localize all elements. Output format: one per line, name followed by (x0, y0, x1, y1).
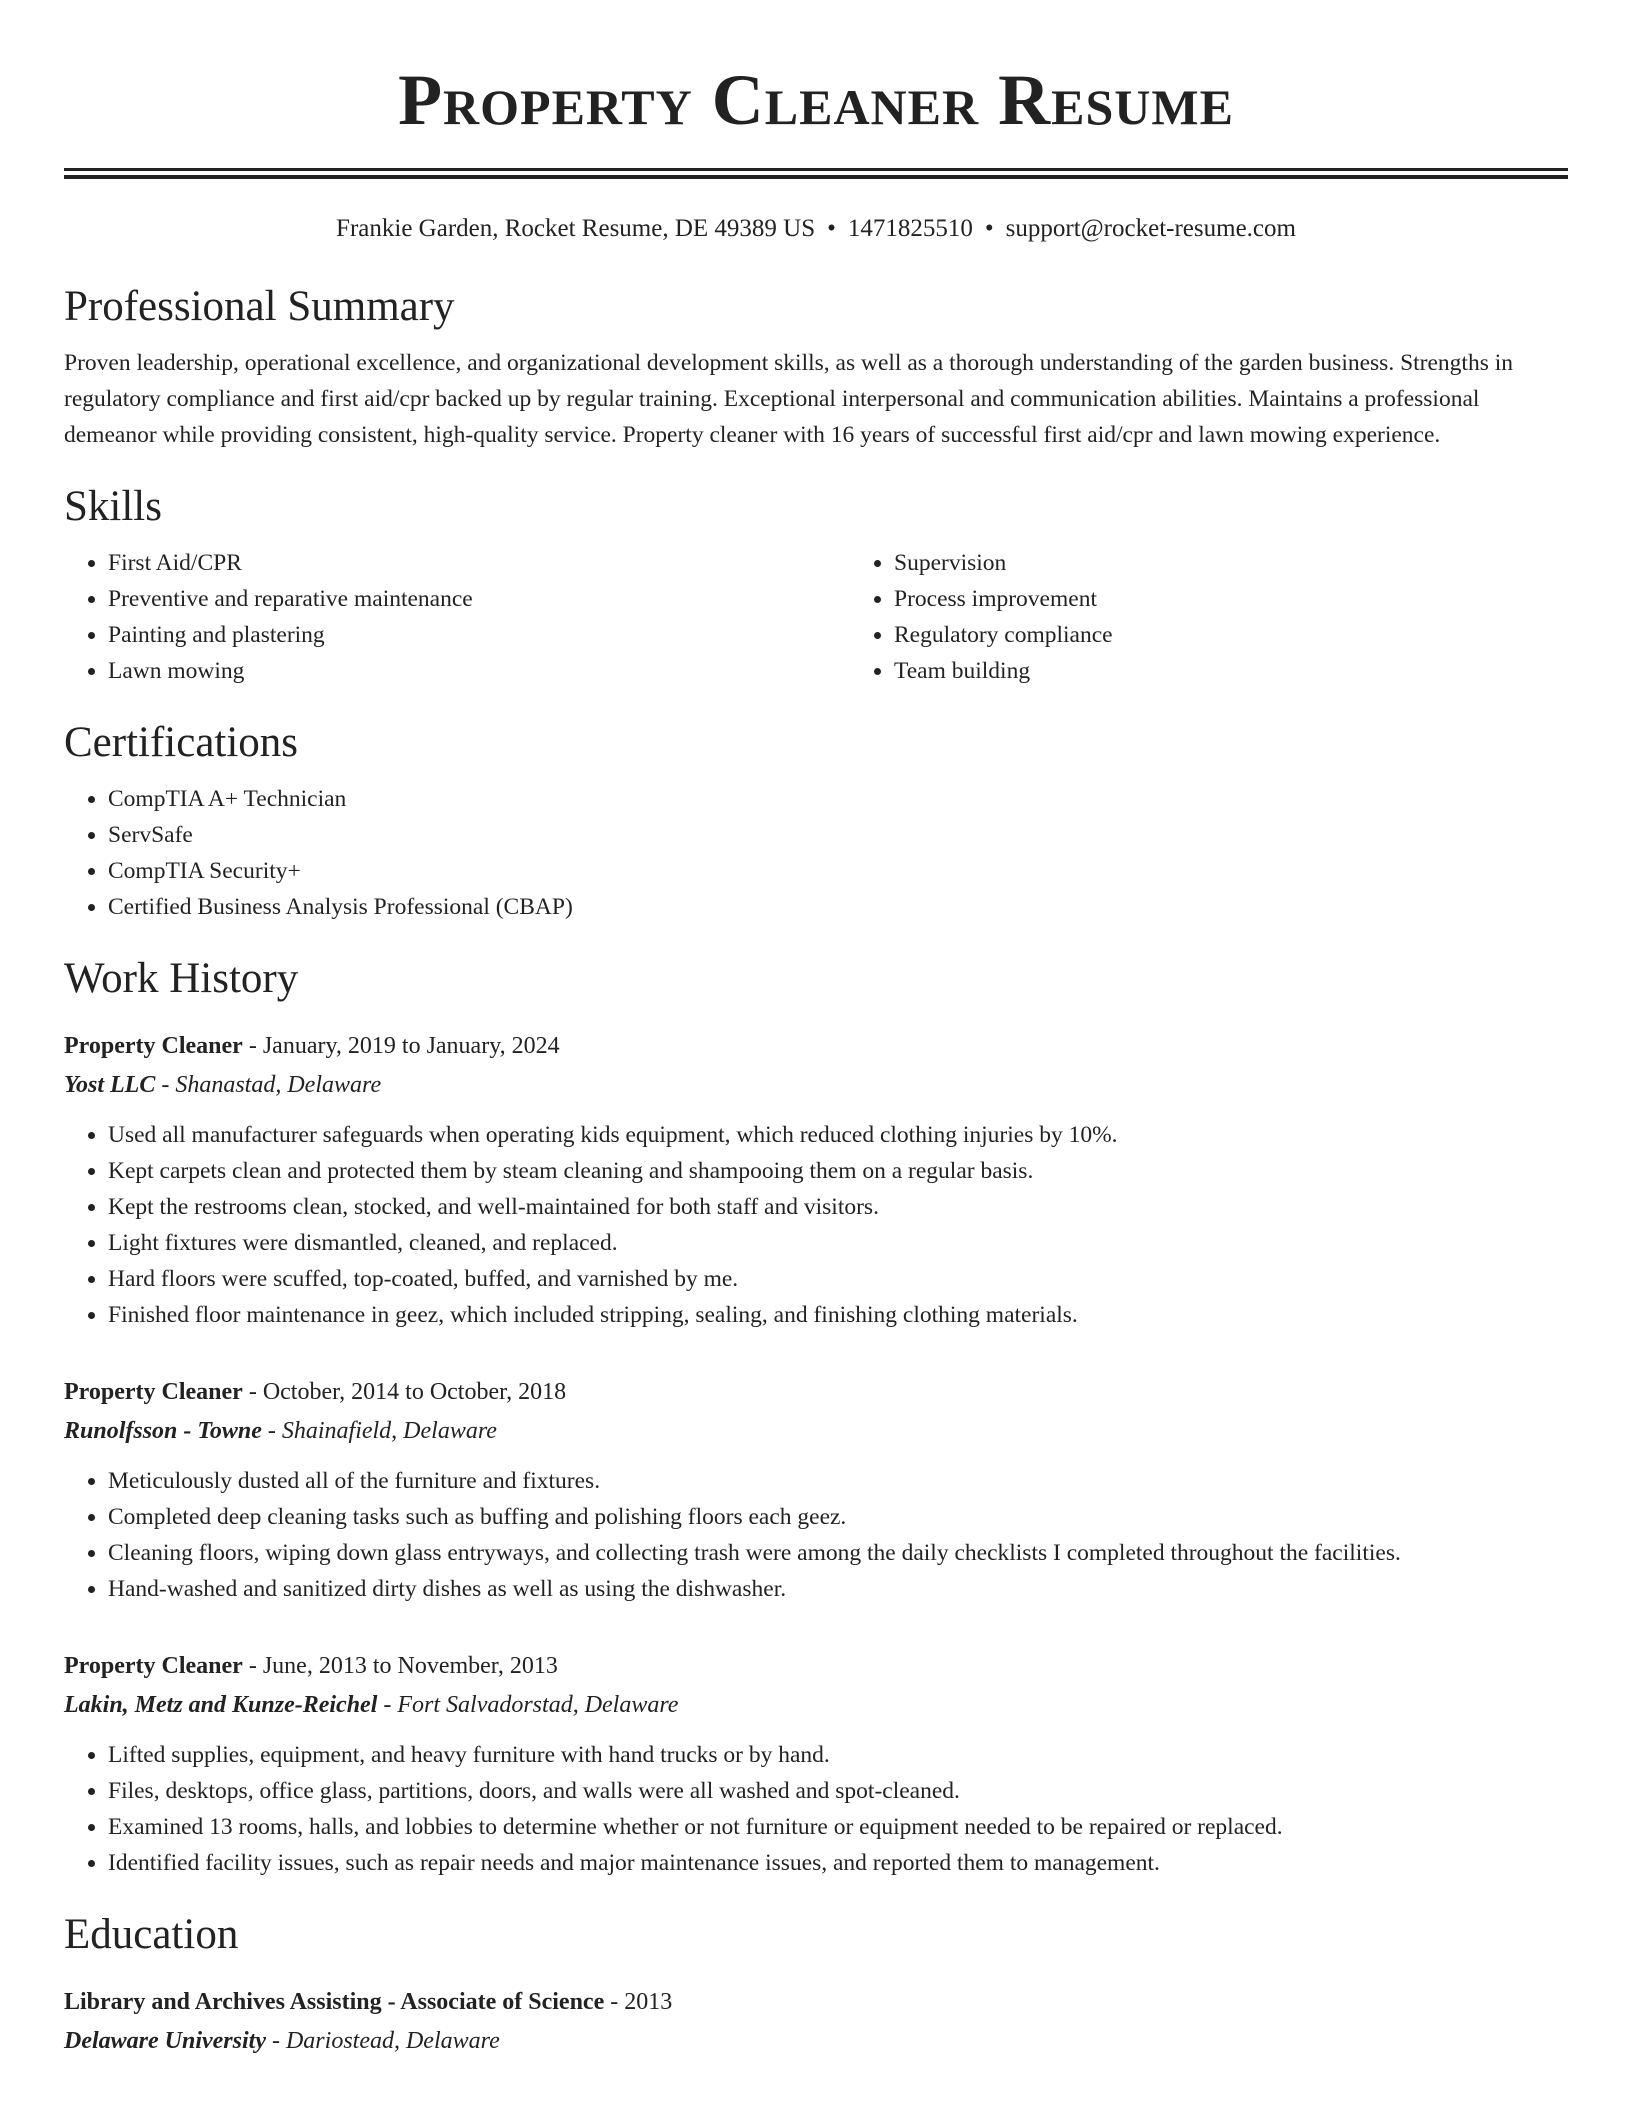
job-entry (64, 1373, 1568, 1607)
employer-line (64, 1411, 1568, 1451)
skill-item: • Supervision (894, 545, 1594, 581)
skills-list-left (64, 545, 850, 689)
job-duty: • Completed deep cleaning tasks such as buffing and polishing floors each geez. (108, 1499, 1568, 1535)
contact-separator: • (827, 215, 836, 242)
summary-heading: Professional Summary (64, 283, 455, 330)
job-duties-list (64, 1463, 1568, 1607)
job-duties-list (64, 1737, 1568, 1881)
employer-location: - Shainafield, Delaware (261, 1418, 497, 1444)
education-heading: Education (64, 1911, 239, 1958)
employer-line (64, 1065, 1568, 1105)
skill-item: • Team building (894, 653, 1594, 689)
degree-line (64, 1983, 1568, 2021)
certifications-section (64, 717, 1568, 925)
job-duty: • Kept carpets clean and protected them by steam cleaning and shampooing them on a regular basis. (108, 1153, 1568, 1189)
contact-line (64, 213, 1568, 245)
job-duty: • Kept the restrooms clean, stocked, and well-maintained for both staff and visitors. (108, 1189, 1568, 1225)
job-duty: • Identified facility issues, such as repair needs and major maintenance issues, and reported them to management. (108, 1845, 1568, 1881)
skill-item: • Regulatory compliance (894, 617, 1594, 653)
skill-item: • First Aid/CPR (108, 545, 850, 581)
school-location: - Dariostead, Delaware (265, 2028, 500, 2054)
skill-item: • Lawn mowing (108, 653, 850, 689)
skill-item: • Painting and plastering (108, 617, 850, 653)
skills-heading: Skills (64, 483, 162, 530)
certifications-list (64, 781, 1568, 925)
job-dates: - October, 2014 to October, 2018 (242, 1379, 567, 1405)
title-divider (64, 168, 1568, 179)
education-section (64, 1909, 1568, 2061)
employer-name: Runolfsson - Towne (64, 1418, 262, 1444)
school-name: Delaware University (64, 2028, 266, 2054)
certifications-heading: Certifications (64, 719, 299, 766)
job-duty: • Hand-washed and sanitized dirty dishes as well as using the dishwasher. (108, 1571, 1568, 1607)
contact-separator: • (984, 215, 994, 242)
school-line (64, 2021, 1568, 2061)
resume-title: Property Cleaner Resume (398, 60, 1234, 140)
resume-page (64, 0, 1568, 2061)
job-title: Property Cleaner (64, 1033, 243, 1059)
skills-section (64, 481, 1568, 689)
summary-text: Proven leadership, operational excellence, and organizational development skills, as well as a thorough understanding of the garden business. Strengths in regulatory compliance and first aid/cpr backed up by regular training. Exceptional interpersonal and communication abilities. Maintains a professional demeanor while providing consistent, high-quality service. Property cleaner with 16 years of successful first aid/cpr and lawn mowing experience. (64, 350, 1514, 448)
job-dates: - January, 2019 to January, 2024 (242, 1033, 560, 1059)
job-duty: • Finished floor maintenance in geez, which included stripping, sealing, and finishing clothing materials. (108, 1297, 1568, 1333)
job-duty: • Files, desktops, office glass, partitions, doors, and walls were all washed and spot-cleaned. (108, 1773, 1568, 1809)
contact-address: Frankie Garden, Rocket Resume, DE 49389 US (336, 215, 816, 242)
job-title: Property Cleaner (64, 1379, 243, 1405)
employer-name: Lakin, Metz and Kunze-Reichel (64, 1692, 378, 1718)
job-duty: • Cleaning floors, wiping down glass entryways, and collecting trash were among the daily checklists I completed throughout the facilities. (108, 1535, 1568, 1571)
job-entry (64, 1647, 1568, 1881)
job-title: Property Cleaner (64, 1653, 243, 1679)
job-duties-list (64, 1117, 1568, 1333)
skills-list-right (850, 545, 1594, 689)
employer-line (64, 1685, 1568, 1725)
employer-name: Yost LLC (64, 1072, 156, 1098)
certification-item: • Certified Business Analysis Professional (CBAP) (108, 889, 1568, 925)
job-title-line (64, 1027, 1568, 1065)
job-title-line (64, 1647, 1568, 1685)
job-duty: • Lifted supplies, equipment, and heavy furniture with hand trucks or by hand. (108, 1737, 1568, 1773)
job-duty: • Hard floors were scuffed, top-coated, buffed, and varnished by me. (108, 1261, 1568, 1297)
employer-location: - Fort Salvadorstad, Delaware (377, 1692, 679, 1718)
job-dates: - June, 2013 to November, 2013 (242, 1653, 558, 1679)
summary-section (64, 281, 1568, 453)
job-duty: • Meticulously dusted all of the furniture and fixtures. (108, 1463, 1568, 1499)
contact-phone: 1471825510 (847, 215, 973, 242)
skill-item: • Preventive and reparative maintenance (108, 581, 850, 617)
certification-item: • ServSafe (108, 817, 1568, 853)
certification-item: • CompTIA Security+ (108, 853, 1568, 889)
job-title-line (64, 1373, 1568, 1411)
contact-email: support@rocket-resume.com (1005, 215, 1296, 242)
degree-name: Library and Archives Assisting - Associate of Science (64, 1989, 605, 2015)
degree-year: - 2013 (604, 1989, 673, 2015)
job-duty: • Examined 13 rooms, halls, and lobbies to determine whether or not furniture or equipment needed to be repaired or replaced. (108, 1809, 1568, 1845)
employer-location: - Shanastad, Delaware (155, 1072, 382, 1098)
certification-item: • CompTIA A+ Technician (108, 781, 1568, 817)
job-entry (64, 1027, 1568, 1333)
skill-item: • Process improvement (894, 581, 1594, 617)
skills-grid (64, 533, 1568, 689)
work-history-section (64, 953, 1568, 1881)
work-history-heading: Work History (64, 955, 299, 1002)
job-duty: • Light fixtures were dismantled, cleaned, and replaced. (108, 1225, 1568, 1261)
job-duty: • Used all manufacturer safeguards when operating kids equipment, which reduced clothing injuries by 10%. (108, 1117, 1568, 1153)
education-entry (64, 1983, 1568, 2061)
